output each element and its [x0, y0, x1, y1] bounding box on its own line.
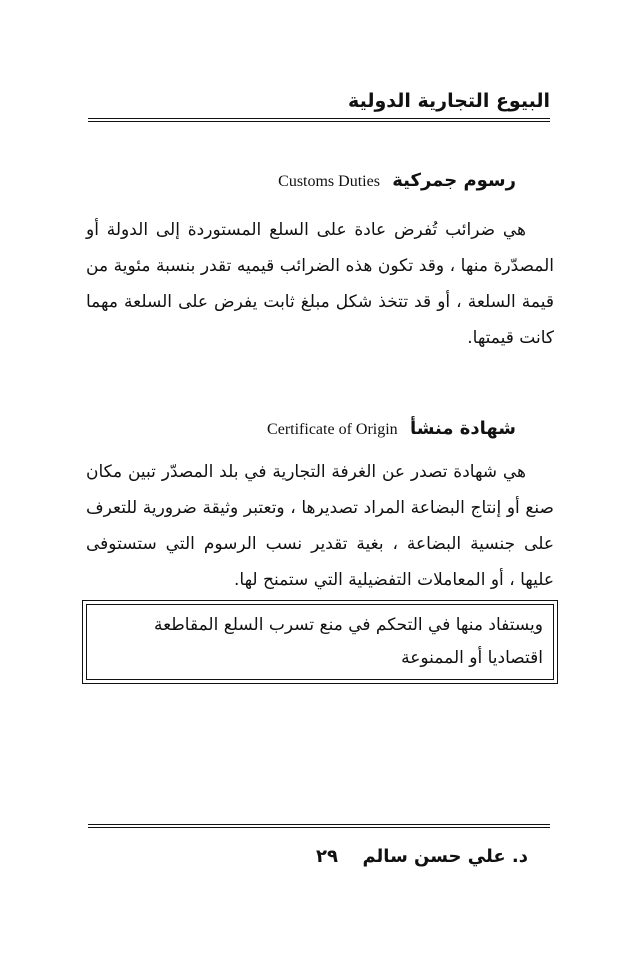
page-header	[88, 86, 550, 122]
heading-arabic: شهادة منشأ	[409, 418, 516, 439]
author-name: د. علي حسن سالم	[362, 846, 528, 867]
heading-arabic: رسوم جمركية	[392, 170, 516, 191]
heading-english: Certificate of Origin	[267, 421, 398, 438]
heading-english: Customs Duties	[278, 173, 380, 190]
note-box	[86, 604, 554, 680]
page-footer	[88, 824, 550, 874]
section-heading-customs-duties	[278, 170, 516, 191]
paragraph-text: هي ضرائب تُفرض عادة على السلع المستوردة إلى الدولة أو المصدّرة منها ، وقد تكون هذه الضرائب قيميه تقدر بنسبة مئوية من قيمة السلعة ، أو قد تتخذ شكل مبلغ ثابت يفرض على السلعة مهما كانت قيمتها.	[86, 220, 554, 348]
running-title: البيوع التجارية الدولية	[348, 90, 550, 112]
section-heading-certificate-of-origin	[267, 418, 516, 439]
page-number: ٢٩	[316, 846, 338, 867]
paragraph-text: هي شهادة تصدر عن الغرفة التجارية في بلد المصدّر تبين مكان صنع أو إنتاج البضاعة المراد تصديرها ، وتعتبر وثيقة ضرورية للتعرف على جنسية البضاعة ، بغية تقدير نسب الرسوم التي ستستوفى عليها ، أو المعاملات التفضيلية التي ستمنح لها.	[86, 462, 554, 590]
paragraph-customs-duties	[86, 212, 554, 356]
note-text: ويستفاد منها في التحكم في منع تسرب السلع المقاطعة اقتصاديا أو الممنوعة	[153, 615, 543, 668]
paragraph-certificate-of-origin	[86, 454, 554, 598]
